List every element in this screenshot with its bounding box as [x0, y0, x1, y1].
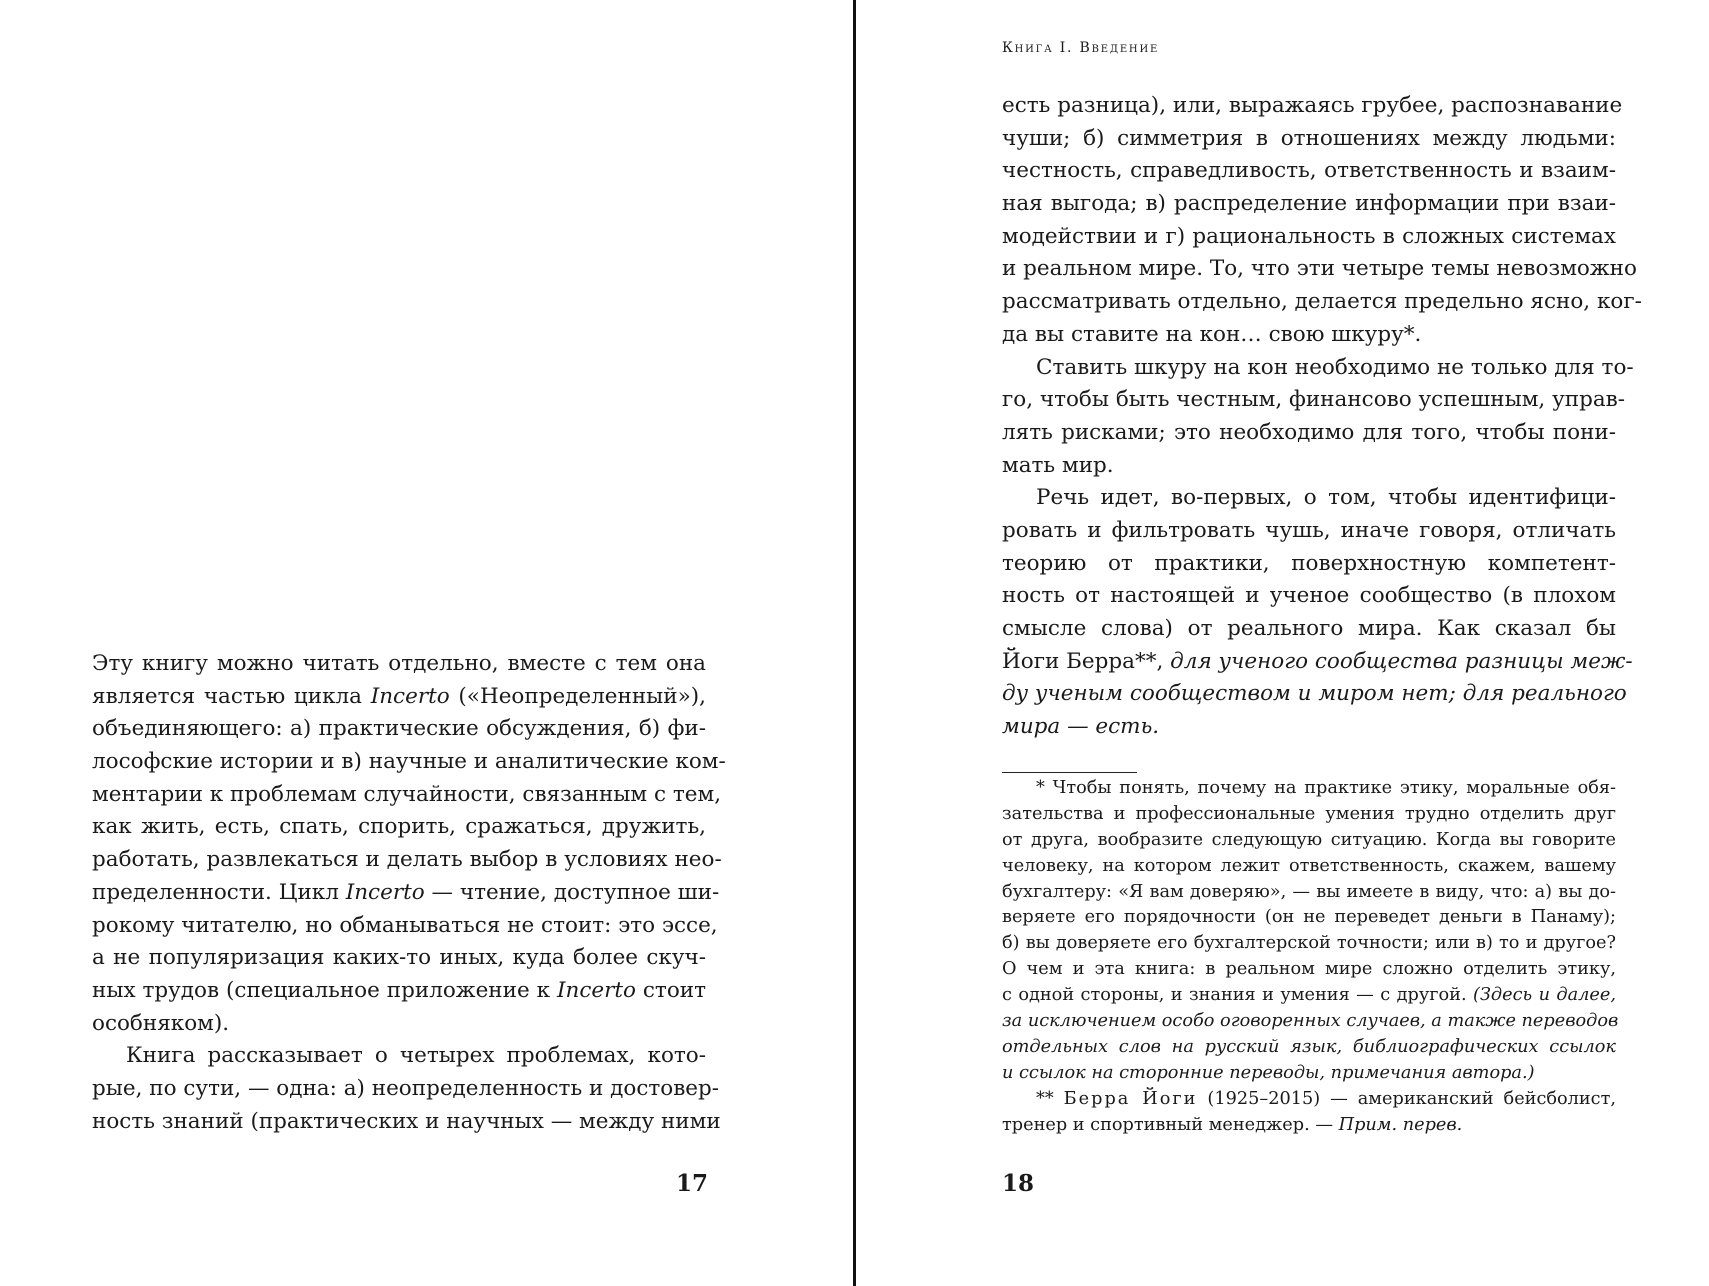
text-line — [92, 975, 706, 1008]
text-segment: б) вы доверяете его бухгалтерской точности; или в) то и другое? — [1002, 933, 1616, 954]
text-segment: ** — [1036, 1088, 1064, 1109]
text-line — [1002, 188, 1616, 221]
text-segment: (1925–2015) — американский бейсболист, — [1197, 1088, 1616, 1109]
text-line — [92, 1073, 720, 1106]
italic-text: Incerto — [556, 977, 636, 1003]
text-line — [1002, 931, 1616, 957]
left-body-text — [92, 648, 726, 1138]
text-segment: Берра Йоги — [1063, 1088, 1198, 1109]
right-page — [856, 0, 1709, 1286]
text-segment: бухгалтеру: «Я вам доверяю», — вы имеете в виду, что: а) вы до- — [1002, 881, 1616, 902]
text-segment: Йоги Берра**, — [1002, 648, 1171, 674]
text-segment: зательства и профессиональные умения трудно отделить друг — [1002, 803, 1616, 824]
text-line — [1002, 90, 1623, 123]
text-segment: лять рисками; это необходимо для того, чтобы пони- — [1002, 419, 1616, 445]
text-line — [1002, 548, 1616, 581]
text-segment: О чем и эта книга: в реальном мире сложно отделить этику, — [1002, 959, 1616, 980]
text-segment: особняком). — [92, 1010, 230, 1036]
italic-text: Incerto — [345, 879, 425, 905]
text-line — [92, 648, 706, 681]
text-line — [92, 844, 722, 877]
text-segment: ровать и фильтровать чушь, иначе говоря, отличать — [1002, 517, 1616, 543]
text-line — [1002, 580, 1616, 613]
italic-text: и ссылок на сторонние переводы, примечания автора.) — [1002, 1062, 1535, 1083]
left-page — [0, 0, 853, 1286]
text-segment: человеку, на котором лежит ответственность, скажем, вашему — [1002, 855, 1616, 876]
text-segment: ментарии к проблемам случайности, связанным с тем, — [92, 781, 722, 807]
text-line — [92, 1008, 706, 1041]
text-line — [1002, 482, 1616, 515]
text-segment: лософские истории и в) научные и аналитические ком- — [92, 749, 726, 775]
page-number-left: 17 — [676, 1170, 709, 1197]
text-segment: го, чтобы быть честным, финансово успешным, управ- — [1002, 387, 1626, 413]
text-segment: есть разница), или, выражаясь грубее, распознавание — [1002, 93, 1623, 118]
text-segment: честность, справедливость, ответственность и взаим- — [1002, 158, 1616, 184]
text-segment: как жить, есть, спать, спорить, сражаться, дружить, — [92, 814, 706, 840]
text-segment: ность знаний (практических и научных — между ними — [92, 1108, 721, 1134]
text-line — [92, 1040, 706, 1073]
text-segment: стоит — [635, 977, 706, 1003]
italic-text: мира — есть. — [1002, 714, 1160, 740]
text-line — [92, 877, 720, 910]
text-line — [1002, 828, 1616, 854]
text-line — [1002, 319, 1616, 352]
text-line — [1002, 646, 1633, 679]
footnotes — [1002, 776, 1619, 1138]
text-segment: теорию от практики, поверхностную компетент- — [1002, 550, 1616, 576]
text-segment: смысле слова) от реального мира. Как сказал бы — [1002, 616, 1616, 641]
text-segment: Книга рассказывает о четырех проблемах, кото- — [126, 1043, 706, 1069]
text-line — [1002, 352, 1634, 385]
text-line — [1002, 253, 1637, 286]
text-line — [1002, 1009, 1619, 1035]
text-segment: рокому читателю, но обманываться не стоит: это эссе, — [92, 912, 718, 938]
text-segment: ность от настоящей и ученое сообщество (в плохом — [1002, 583, 1616, 609]
text-line — [92, 910, 718, 943]
text-line — [1002, 678, 1627, 711]
text-line — [1002, 711, 1616, 744]
text-segment: а не популяризация каких-то иных, куда более скуч- — [92, 945, 706, 971]
text-line — [1002, 1035, 1616, 1061]
text-segment: ная выгода; в) распределение информации при взаи- — [1002, 191, 1616, 217]
text-line — [1002, 450, 1616, 483]
text-line — [1002, 417, 1616, 450]
text-segment: и реальном мире. То, что эти четыре темы невозможно — [1002, 256, 1637, 282]
text-line — [92, 779, 722, 812]
text-line — [1002, 957, 1616, 983]
text-line — [1002, 1087, 1616, 1113]
text-line — [1002, 983, 1616, 1009]
italic-text: (Здесь и далее, — [1473, 985, 1616, 1006]
text-line — [1002, 905, 1616, 931]
text-line — [1002, 802, 1616, 828]
text-line — [1002, 854, 1616, 880]
text-line — [1002, 1113, 1616, 1139]
text-segment: да вы ставите на кон… свою шкуру*. — [1002, 321, 1422, 347]
text-segment: Ставить шкуру на кон необходимо не только для то- — [1036, 354, 1634, 380]
text-line — [1002, 123, 1616, 156]
text-segment: рассматривать отдельно, делается предельно ясно, ког- — [1002, 289, 1642, 315]
italic-text: отдельных слов на русский язык, библиографических ссылок — [1002, 1036, 1616, 1057]
text-segment: модействии и г) рациональность в сложных системах — [1002, 223, 1616, 249]
right-body-text — [1002, 90, 1642, 744]
footnote-rule — [1002, 772, 1137, 773]
text-line — [1002, 776, 1616, 802]
text-segment: мать мир. — [1002, 452, 1114, 478]
text-line — [92, 1106, 721, 1139]
text-segment: — чтение, доступное ши- — [424, 879, 720, 905]
text-line — [1002, 286, 1642, 319]
text-segment: Эту книгу можно читать отдельно, вместе с тем она — [92, 651, 706, 676]
text-segment: от друга, вообразите следующую ситуацию. Когда вы говорите — [1002, 829, 1616, 850]
text-segment: тренер и спортивный менеджер. — — [1002, 1114, 1339, 1135]
text-segment: («Неопределенный»), — [449, 683, 706, 709]
text-line — [1002, 221, 1616, 254]
text-segment: * Чтобы понять, почему на практике этику, моральные обя- — [1036, 778, 1616, 798]
text-line — [1002, 515, 1616, 548]
italic-text: за исключением особо оговоренных случаев, а также переводов — [1002, 1011, 1619, 1032]
text-segment: веряете его порядочности (он не переведет деньги в Панаму); — [1002, 907, 1616, 928]
text-segment: работать, развлекаться и делать выбор в условиях нео- — [92, 847, 722, 873]
text-line — [92, 681, 706, 714]
text-line — [92, 942, 706, 975]
text-line — [92, 746, 726, 779]
page-number-right: 18 — [1002, 1170, 1035, 1197]
text-segment: объединяющего: а) практические обсуждения, б) фи- — [92, 716, 706, 742]
italic-text: Incerto — [370, 683, 450, 709]
text-segment: чуши; б) симметрия в отношениях между людьми: — [1002, 125, 1616, 151]
text-segment: является частью цикла — [92, 683, 371, 709]
text-segment: с одной стороны, и знания и умения — с другой. — [1002, 985, 1474, 1006]
italic-text: ду ученым сообществом и миром нет; для реального — [1002, 681, 1627, 707]
text-line — [1002, 384, 1626, 417]
text-segment: пределенности. Цикл — [92, 879, 346, 905]
italic-text: для ученого сообщества разницы меж- — [1170, 648, 1633, 674]
italic-text: Прим. перев. — [1338, 1114, 1463, 1135]
text-line — [1002, 1061, 1616, 1087]
running-head: Книга I. Введение — [1002, 40, 1160, 56]
text-line — [92, 713, 706, 746]
text-segment: рые, по сути, — одна: а) неопределенность и достовер- — [92, 1075, 720, 1101]
text-line — [1002, 155, 1616, 188]
text-segment: Речь идет, во-первых, о том, чтобы идентифици- — [1036, 485, 1616, 511]
text-line — [92, 811, 706, 844]
text-line — [1002, 880, 1616, 906]
text-line — [1002, 613, 1616, 646]
text-segment: ных трудов (специальное приложение к — [92, 977, 557, 1003]
